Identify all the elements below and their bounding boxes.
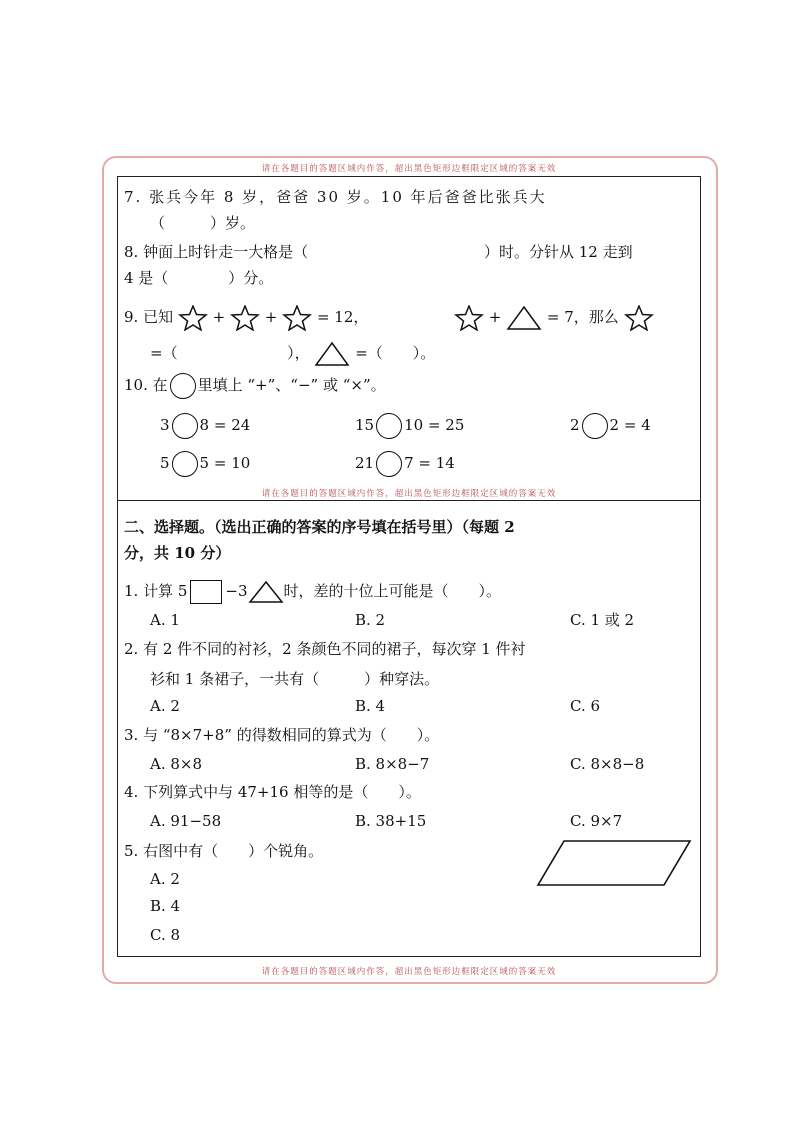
star-icon <box>178 305 208 331</box>
star-icon <box>230 305 260 331</box>
p2-q4-option-a: A. 91−58 <box>150 812 222 830</box>
q10-item-4-right: 5 = 10 <box>199 454 251 472</box>
q9-equals-7: = 7，那么 <box>546 308 619 326</box>
q7-line2: （ ）岁。 <box>150 214 256 232</box>
q9-line1 <box>124 305 368 331</box>
p2-q1-c: 时，差的十位上可能是（ ）。 <box>283 582 502 600</box>
star-icon <box>624 305 654 331</box>
star-icon <box>454 305 484 331</box>
q10-item-2-left: 15 <box>355 416 375 434</box>
q10-intro-a: 10. 在 <box>124 376 168 394</box>
p2-q1-option-a: A. 1 <box>150 611 180 629</box>
circle-icon <box>170 373 196 399</box>
p2-q1-a: 1. 计算 5 <box>124 582 188 600</box>
q10-item-2 <box>355 413 464 439</box>
part2-heading-line2: 分，共 10 分） <box>124 544 231 562</box>
p2-q4-option-b: B. 38+15 <box>355 812 427 830</box>
p2-q3-option-a: A. 8×8 <box>150 755 203 773</box>
q10-intro-b: 里填上 “+”、“−” 或 “×”。 <box>197 376 386 394</box>
q10-item-1-left: 3 <box>160 416 170 434</box>
p2-q5-option-a: A. 2 <box>150 870 180 888</box>
q10-intro <box>124 373 386 399</box>
q8-line1b: ）时。分针从 12 走到 <box>484 243 633 261</box>
warning-top: 请在各题目的答题区域内作答，超出黑色矩形边框限定区域的答案无效 <box>261 164 557 174</box>
q10-item-5-left: 21 <box>355 454 375 472</box>
q9-star-answer-open: =（ <box>150 344 178 362</box>
p2-q1-option-c: C. 1 或 2 <box>570 611 635 629</box>
q10-item-3 <box>570 413 651 439</box>
p2-q5-option-b: B. 4 <box>150 897 181 915</box>
warning-middle: 请在各题目的答题区域内作答，超出黑色矩形边框限定区域的答案无效 <box>261 489 557 499</box>
p2-q2-line1: 2. 有 2 件不同的衬衫，2 条颜色不同的裙子，每次穿 1 件衬 <box>124 640 526 658</box>
q10-item-1-right: 8 = 24 <box>199 416 251 434</box>
p2-q2-option-c: C. 6 <box>570 697 601 715</box>
circle-answer-input[interactable] <box>172 413 198 439</box>
p2-q3-option-c: C. 8×8−8 <box>570 755 645 773</box>
p2-q1-b: −3 <box>225 582 248 600</box>
triangle-icon <box>314 341 350 367</box>
circle-answer-input[interactable] <box>376 413 402 439</box>
q9-line1-right <box>454 305 654 331</box>
p2-q3-line: 3. 与 “8×7+8” 的得数相同的算式为（ ）。 <box>124 726 440 744</box>
q10-item-5-right: 7 = 14 <box>404 454 455 472</box>
q10-item-2-right: 10 = 25 <box>404 416 465 434</box>
circle-answer-input[interactable] <box>172 451 198 477</box>
triangle-icon <box>248 580 284 604</box>
p2-q4-line: 4. 下列算式中与 47+16 相等的是（ ）。 <box>124 783 421 801</box>
p2-q5-option-c: C. 8 <box>150 926 181 944</box>
q10-item-4 <box>160 451 250 477</box>
parallelogram-figure <box>532 836 696 890</box>
section-divider <box>117 500 701 501</box>
p2-q5-line: 5. 右图中有（ ）个锐角。 <box>124 842 324 860</box>
warning-bottom: 请在各题目的答题区域内作答，超出黑色矩形边框限定区域的答案无效 <box>261 967 557 977</box>
p2-q2-option-b: B. 4 <box>355 697 386 715</box>
q9-known-label: 9. 已知 <box>124 308 174 326</box>
q9-plus-1: + <box>212 308 226 326</box>
p2-q4-option-c: C. 9×7 <box>570 812 623 830</box>
triangle-icon <box>506 305 542 331</box>
part2-heading-line1: 二、选择题。（选出正确的答案的序号填在括号里）（每题 2 <box>124 518 515 536</box>
star-icon <box>282 305 312 331</box>
p2-q2-option-a: A. 2 <box>150 697 180 715</box>
q10-item-4-left: 5 <box>160 454 170 472</box>
circle-answer-input[interactable] <box>376 451 402 477</box>
q9-equals-12: = 12， <box>316 308 369 326</box>
q8-line2: 4 是（ ）分。 <box>124 269 274 287</box>
p2-q3-option-b: B. 8×8−7 <box>355 755 430 773</box>
q9-line2 <box>150 341 435 367</box>
q7-line1: 7. 张兵今年 8 岁，爸爸 30 岁。10 年后爸爸比张兵大 <box>124 188 547 206</box>
q10-item-1 <box>160 413 250 439</box>
square-box-icon <box>190 580 222 604</box>
p2-q1-option-b: B. 2 <box>355 611 386 629</box>
circle-answer-input[interactable] <box>582 413 608 439</box>
q10-item-3-right: 2 = 4 <box>609 416 651 434</box>
q10-item-3-left: 2 <box>570 416 580 434</box>
p2-q2-line2: 衫和 1 条裙子，一共有（ ）种穿法。 <box>150 670 440 688</box>
q8-line1a: 8. 钟面上时针走一大格是（ <box>124 243 309 261</box>
q9-plus-2: + <box>264 308 278 326</box>
q9-triangle-answer: =（ ）。 <box>355 344 436 362</box>
p2-q1 <box>124 580 501 604</box>
q9-star-answer-close: ）， <box>287 344 310 362</box>
q9-plus-3: + <box>488 308 502 326</box>
q10-item-5 <box>355 451 455 477</box>
